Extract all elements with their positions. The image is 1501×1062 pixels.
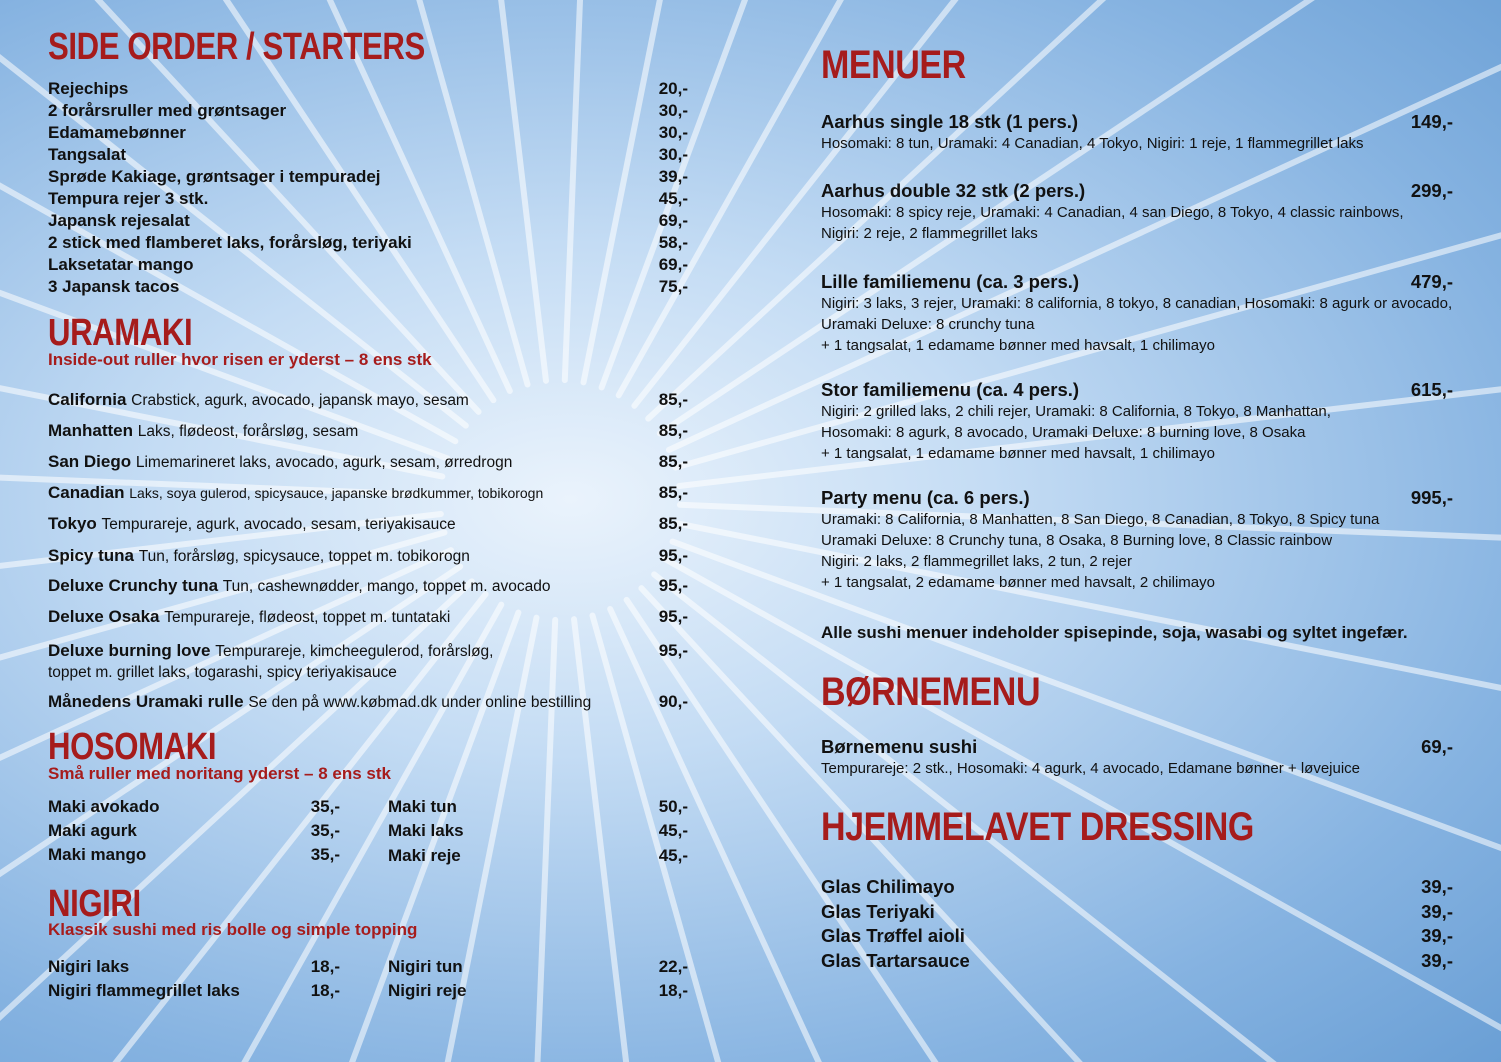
menu-row: Nigiri tun 22,- [388, 957, 688, 976]
menu-row: Maki agurk 35,- [48, 821, 340, 840]
menu-row: Maki tun 50,- [388, 797, 688, 816]
menu-row: Maki reje 45,- [388, 846, 688, 865]
menu-row: Laksetatar mango 69,- [48, 255, 688, 274]
menuer-title: MENUER [821, 43, 966, 87]
menu-row: Tempura rejer 3 stk. 45,- [48, 189, 688, 208]
set-menu-item: Party menu (ca. 6 pers.) 995,- Uramaki: 8 California, 8 Manhatten, 8 San Diego, 8 Canadian, 8 Tokyo, 8 Spicy tuna Uramaki Deluxe: 8 Crunchy tuna, 8 Osaka, 8 Burning love, 8 Classic rainbow Nigiri: 2 laks, 2 flammegrillet laks, 2 tun, 2 rejer + 1 tangsalat, 2 edamame bønner med havsalt, 2 chilimayo [821, 487, 1453, 591]
menu-row: Japansk rejesalat 69,- [48, 211, 688, 230]
bornemenu-title: BØRNEMENU [821, 670, 1041, 714]
menu-row: Månedens Uramaki rulle Se den på www.købmad.dk under online bestilling 90,- [48, 692, 688, 711]
menu-row: 2 forårsruller med grøntsager 30,- [48, 101, 688, 120]
side-order-title: SIDE ORDER / STARTERS [48, 26, 425, 68]
menu-row: California Crabstick, agurk, avocado, japansk mayo, sesam 85,- [48, 390, 688, 409]
nigiri-title: NIGIRI [48, 883, 141, 925]
background-ray [673, 542, 1501, 1021]
kids-menu-item: Børnemenu sushi 69,- Tempurareje: 2 stk., Hosomaki: 4 agurk, 4 avocado, Edamane bønner + løvejuice [821, 736, 1453, 777]
hosomaki-subtitle: Små ruller med noritang yderst – 8 ens stk [48, 764, 391, 783]
dressing-title: HJEMMELAVET DRESSING [821, 805, 1254, 849]
menu-row: San Diego Limemarineret laks, avocado, agurk, sesam, ørredrogn 85,- [48, 452, 688, 471]
uramaki-subtitle: Inside-out ruller hvor risen er yderst – 8 ens stk [48, 350, 432, 369]
set-menu-item: Aarhus double 32 stk (2 pers.) 299,- Hosomaki: 8 spicy reje, Uramaki: 4 Canadian, 4 san Diego, 8 Tokyo, 4 classic rainbows, Nigiri: 2 reje, 2 flammegrillet laks [821, 180, 1453, 242]
uramaki-title: URAMAKI [48, 312, 193, 354]
menu-row: Nigiri laks 18,- [48, 957, 340, 976]
menu-row: Deluxe Crunchy tuna Tun, cashewnødder, mango, toppet m. avocado 95,- [48, 576, 688, 595]
menu-row: Glas Trøffel aioli 39,- [821, 925, 1453, 946]
set-menu-item: Stor familiemenu (ca. 4 pers.) 615,- Nigiri: 2 grilled laks, 2 chili rejer, Uramaki: 8 California, 8 Tokyo, 8 Manhattan, Hosomaki: 8 agurk, 8 avocado, Uramaki Deluxe: 8 burning love, 8 Osaka + 1 tangsalat, 1 edamame bønner med havsalt, 1 chilimayo [821, 379, 1453, 462]
menu-row: Nigiri flammegrillet laks 18,- [48, 981, 340, 1000]
menu-row: Sprøde Kakiage, grøntsager i tempuradej 39,- [48, 167, 688, 186]
set-menu-item: Lille familiemenu (ca. 3 pers.) 479,- Nigiri: 3 laks, 3 rejer, Uramaki: 8 california, 8 tokyo, 8 canadian, Hosomaki: 8 agurk or avocado, Uramaki Deluxe: 8 crunchy tuna + 1 tangsalat, 1 edamame bønner med havsalt, 1 chilimayo [821, 271, 1453, 354]
menu-row: Spicy tuna Tun, forårsløg, spicysauce, toppet m. tobikorogn 95,- [48, 546, 688, 565]
menu-row: Tangsalat 30,- [48, 145, 688, 164]
menu-row: Deluxe Osaka Tempurareje, flødeost, toppet m. tuntataki 95,- [48, 607, 688, 626]
set-menu-item: Aarhus single 18 stk (1 pers.) 149,- Hosomaki: 8 tun, Uramaki: 4 Canadian, 4 Tokyo, Nigiri: 1 reje, 1 flammegrillet laks [821, 111, 1453, 152]
menu-row: Edamamebønner 30,- [48, 123, 688, 142]
menu-row: Maki laks 45,- [388, 821, 688, 840]
menu-row: 2 stick med flamberet laks, forårsløg, teriyaki 58,- [48, 233, 688, 252]
menu-row: Maki mango 35,- [48, 845, 340, 864]
menu-row: Nigiri reje 18,- [388, 981, 688, 1000]
menu-row: Rejechips 20,- [48, 79, 688, 98]
menu-row: Deluxe burning love Tempurareje, kimcheegulerod, forårsløg, toppet m. grillet laks, togarashi, spicy teriyakisauce 95,- [48, 641, 688, 681]
menu-row: Glas Chilimayo 39,- [821, 876, 1453, 897]
menu-note: Alle sushi menuer indeholder spisepinde, soja, wasabi og syltet ingefær. [821, 623, 1408, 642]
nigiri-subtitle: Klassik sushi med ris bolle og simple topping [48, 920, 418, 939]
menu-row: Manhatten Laks, flødeost, forårsløg, sesam 85,- [48, 421, 688, 440]
menu-row: Tokyo Tempurareje, agurk, avocado, sesam, teriyakisauce 85,- [48, 514, 688, 533]
menu-row: Maki avokado 35,- [48, 797, 340, 816]
menu-row: Glas Teriyaki 39,- [821, 901, 1453, 922]
menu-row: Canadian Laks, soya gulerod, spicysauce, japanske brødkummer, tobikorogn 85,- [48, 483, 688, 502]
menu-row: Glas Tartarsauce 39,- [821, 950, 1453, 971]
hosomaki-title: HOSOMAKI [48, 726, 217, 768]
menu-row: 3 Japansk tacos 75,- [48, 277, 688, 296]
